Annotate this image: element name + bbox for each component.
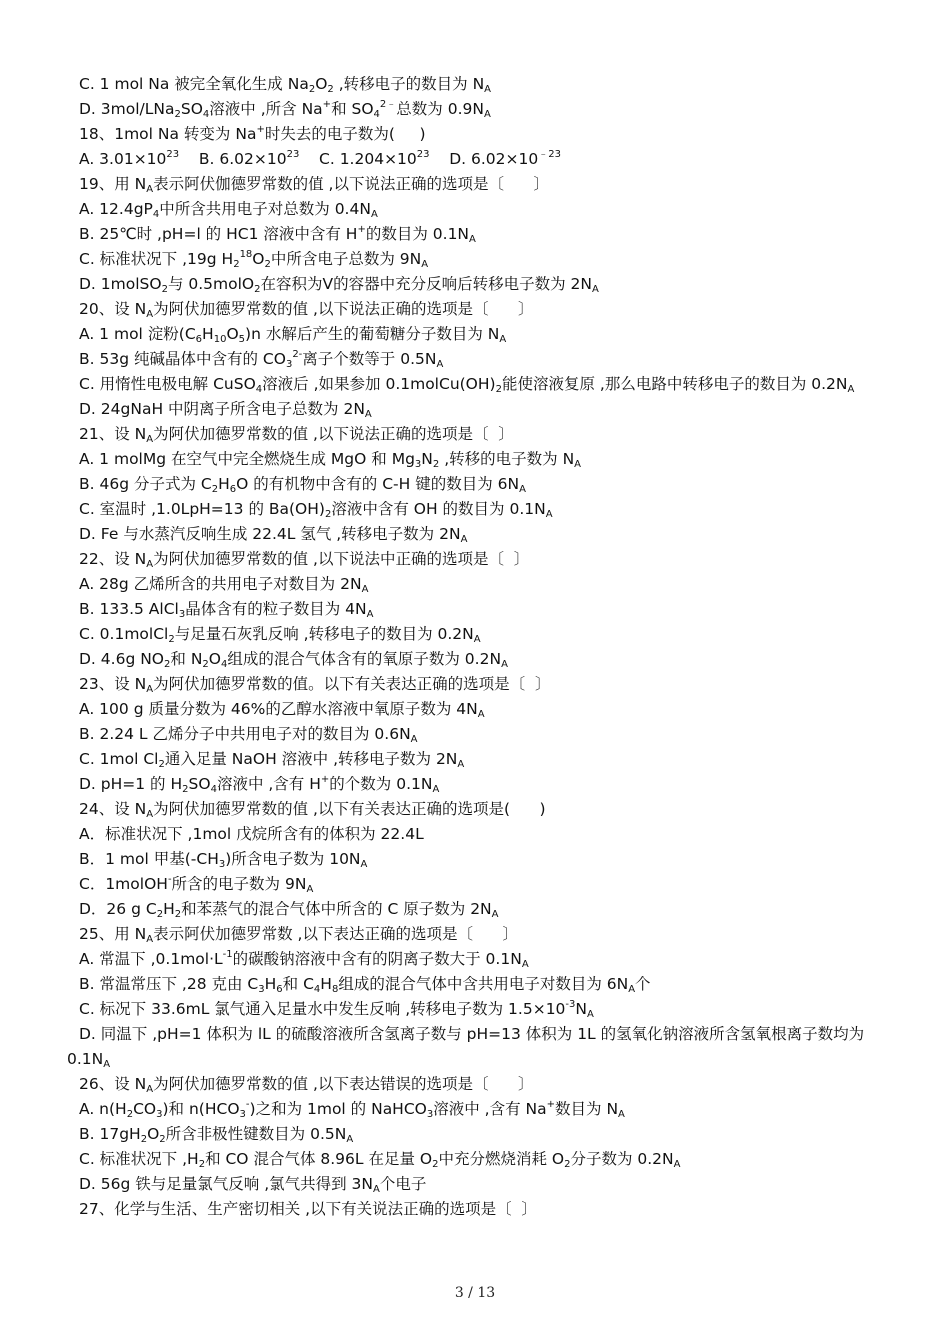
option-line: D. 4.6g $NO_2$和 $N_2O_4$组成的混合气体含有的氧原子数为 $0.2N_A$ <box>79 650 508 670</box>
option-line: B. 133.5 AlCl$_3$晶体含有的粒子数目为 $4N_A$ <box>79 600 374 620</box>
option-line: A. 100 g 质量分数为 46%的乙醇水溶液中氧原子数为 $4N_A$ <box>79 700 485 720</box>
option-line: D. 1molSO$_2$与 0.5molO$_2$在容积为Ⅴ的容器中充分反响后转移电子数为 $2N_A$ <box>79 275 599 295</box>
option-line: B. $17gH_2O_2$所含非极性键数目为 $0.5N_A$ <box>79 1125 354 1145</box>
question-line: 21、设 $N_A$为阿伏加德罗常数的值 ,以下说法正确的选项是〔 〕 <box>79 425 514 445</box>
option-line: C. 标况下 33.6mL 氯气通入足量水中发生反响 ,转移电子数为 $1.5\times 10^{-3}N_A$ <box>79 999 594 1020</box>
option-line: B. 46g 分子式为 $C_2H_6O$ 的有机物中含有的 C-H 键的数目为 $6N_A$ <box>79 475 526 495</box>
option-line: B. 常温常压下 ,28 克由 $C_3H_6$和 $C_4H_8$组成的混合气体中含共用电子对数目为 $6N_A$个 <box>79 975 651 995</box>
option-line: C. 标准状况下 ,19g $H_2^{18}O_2$中所含电子总数为 $9N_A$ <box>79 249 429 270</box>
option-line: A. 1 molMg 在空气中完全燃烧生成 MgO 和 $Mg_3N_2$ ,转移的电子数为 $N_A$ <box>79 450 582 470</box>
question-line: 27、化学与生活、生产密切相关 ,以下有关说法正确的选项是〔 〕 <box>79 1200 537 1218</box>
option-line: C. 1 mol Na 被完全氧化生成 $Na_2O_2$ ,转移电子的数目为 $N_A$ <box>79 75 492 95</box>
option-line: C. 标准状况下 $,H_2$和 CO 混合气体 8.96L 在足量 $O_2$中充分燃烧消耗 $O_2$分子数为 $0.2N_A$ <box>79 1150 681 1170</box>
option-line: D. 24gNaH 中阴离子所含电子总数为 $2N_A$ <box>79 400 372 420</box>
option-line: D. Fe 与水蒸汽反响生成 22.4L 氢气 ,转移电子数为 $2N_A$ <box>79 525 468 545</box>
option-line: B. 53g 纯碱晶体中含有的 $CO_3^{2-}$离子个数等于 $0.5N_A$ <box>79 349 444 370</box>
option-line: A．标准状况下 ,1mol 戊烷所含有的体积为 22.4L <box>79 825 424 843</box>
option-line: A. 1 mol 淀粉$(C_6H_{10}O_5)n$ 水解后产生的葡萄糖分子数目为 $N_A$ <box>79 325 507 345</box>
option-line: B．1 mol 甲基$(-CH_3)$所含电子数为 $10N_A$ <box>79 850 368 870</box>
option-line: D. 56g 铁与足量氯气反响 ,氯气共得到 $3N_A$个电子 <box>79 1175 427 1195</box>
question-line: 25、用 $N_A$表示阿伏加德罗常数 ,以下表达正确的选项是〔 〕 <box>79 925 519 945</box>
option-line: A. $3.01\times 10^{23}$ B. $6.02\times 10^{23}$ C. $1.204\times 10^{23}$ D. $6.02\times 10^{﹣23}$ <box>79 149 561 168</box>
option-line: D. 同温下 ,pH=1 体积为 lL 的硫酸溶液所含氢离子数与 pH=13 体积为 1L 的氢氧化钠溶液所含氢氧根离子数均为 $0.1N_A$ <box>67 1025 865 1070</box>
option-line: C. 0.1molCl$_2$与足量石灰乳反响 ,转移电子的数目为 $0.2N_A$ <box>79 625 481 645</box>
question-line: 24、设 $N_A$为阿伏加德罗常数的值 ,以下有关表达正确的选项是( ) <box>79 800 546 820</box>
question-line: 18、1mol Na 转变为 Na+时失去的电子数为( ) <box>79 124 426 143</box>
question-line: 22、设 $N_A$为阿伏加德罗常数的值 ,以下说法中正确的选项是〔 〕 <box>79 550 530 570</box>
option-line: A. 常温下 $,0.1mol\cdot L^{-1}$的碳酸钠溶液中含有的阴离子数大于 $0.1N_A$ <box>79 949 529 970</box>
option-line: A. $n(H_2CO_3)$和 $n(HCO_3^-)$之和为 1mol 的 NaHCO$_3$溶液中 ,含有 Na+数目为 $N_A$ <box>79 1099 625 1120</box>
option-line: C. 室温时 ,1.0LpH=13 的 $Ba(OH)_2$溶液中含有 OH 的数目为 $0.1N_A$ <box>79 500 553 520</box>
question-line: 26、设 $N_A$为阿伏加德罗常数的值 ,以下表达错误的选项是〔 〕 <box>79 1075 534 1095</box>
question-line: 20、设 $N_A$为阿伏加德罗常数的值 ,以下说法正确的选项是〔 〕 <box>79 300 534 320</box>
option-line: B. 2.24 L 乙烯分子中共用电子对的数目为 $0.6N_A$ <box>79 725 418 745</box>
option-line: A. $12.4gP_4$中所含共用电子对总数为 $0.4N_A$ <box>79 200 378 220</box>
question-line: 19、用 $N_A$表示阿伏伽德罗常数的值 ,以下说法正确的选项是〔 〕 <box>79 175 550 195</box>
option-line: D. $3mol/LNa_2SO_4$溶液中 ,所含 Na+和 $SO_4^{2﹣}$总数为 $0.9N_A$ <box>79 99 491 120</box>
option-line: D．26 g $C_2H_2$和苯蒸气的混合气体中所含的 C 原子数为 $2N_A$ <box>79 900 499 920</box>
option-line: C. 用惰性电极电解 CuSO$_4$溶液后 ,如果参加 $0.1molCu(OH)_2$能使溶液复原 ,那么电路中转移电子的数目为 $0.2N_A$ <box>79 375 855 395</box>
option-line: C．1molOH-所含的电子数为 $9N_A$ <box>79 874 314 895</box>
option-line: A. 28g 乙烯所含的共用电子对数目为 $2N_A$ <box>79 575 369 595</box>
option-line: B. 25℃时 ,pH=l 的 HC1 溶液中含有 H+的数目为 $0.1N_A$ <box>79 224 476 245</box>
question-line: 23、设 $N_A$为阿伏加德罗常数的值。以下有关表达正确的选项是〔 〕 <box>79 675 551 695</box>
page-number: 3 / 13 <box>454 1285 496 1301</box>
document-body <box>67 72 887 1222</box>
option-line: C. 1mol $Cl_2$通入足量 NaOH 溶液中 ,转移电子数为 $2N_A$ <box>79 750 465 770</box>
option-line: D. pH=1 的 $H_2SO_4$溶液中 ,含有 H+的个数为 $0.1N_A$ <box>79 774 440 795</box>
